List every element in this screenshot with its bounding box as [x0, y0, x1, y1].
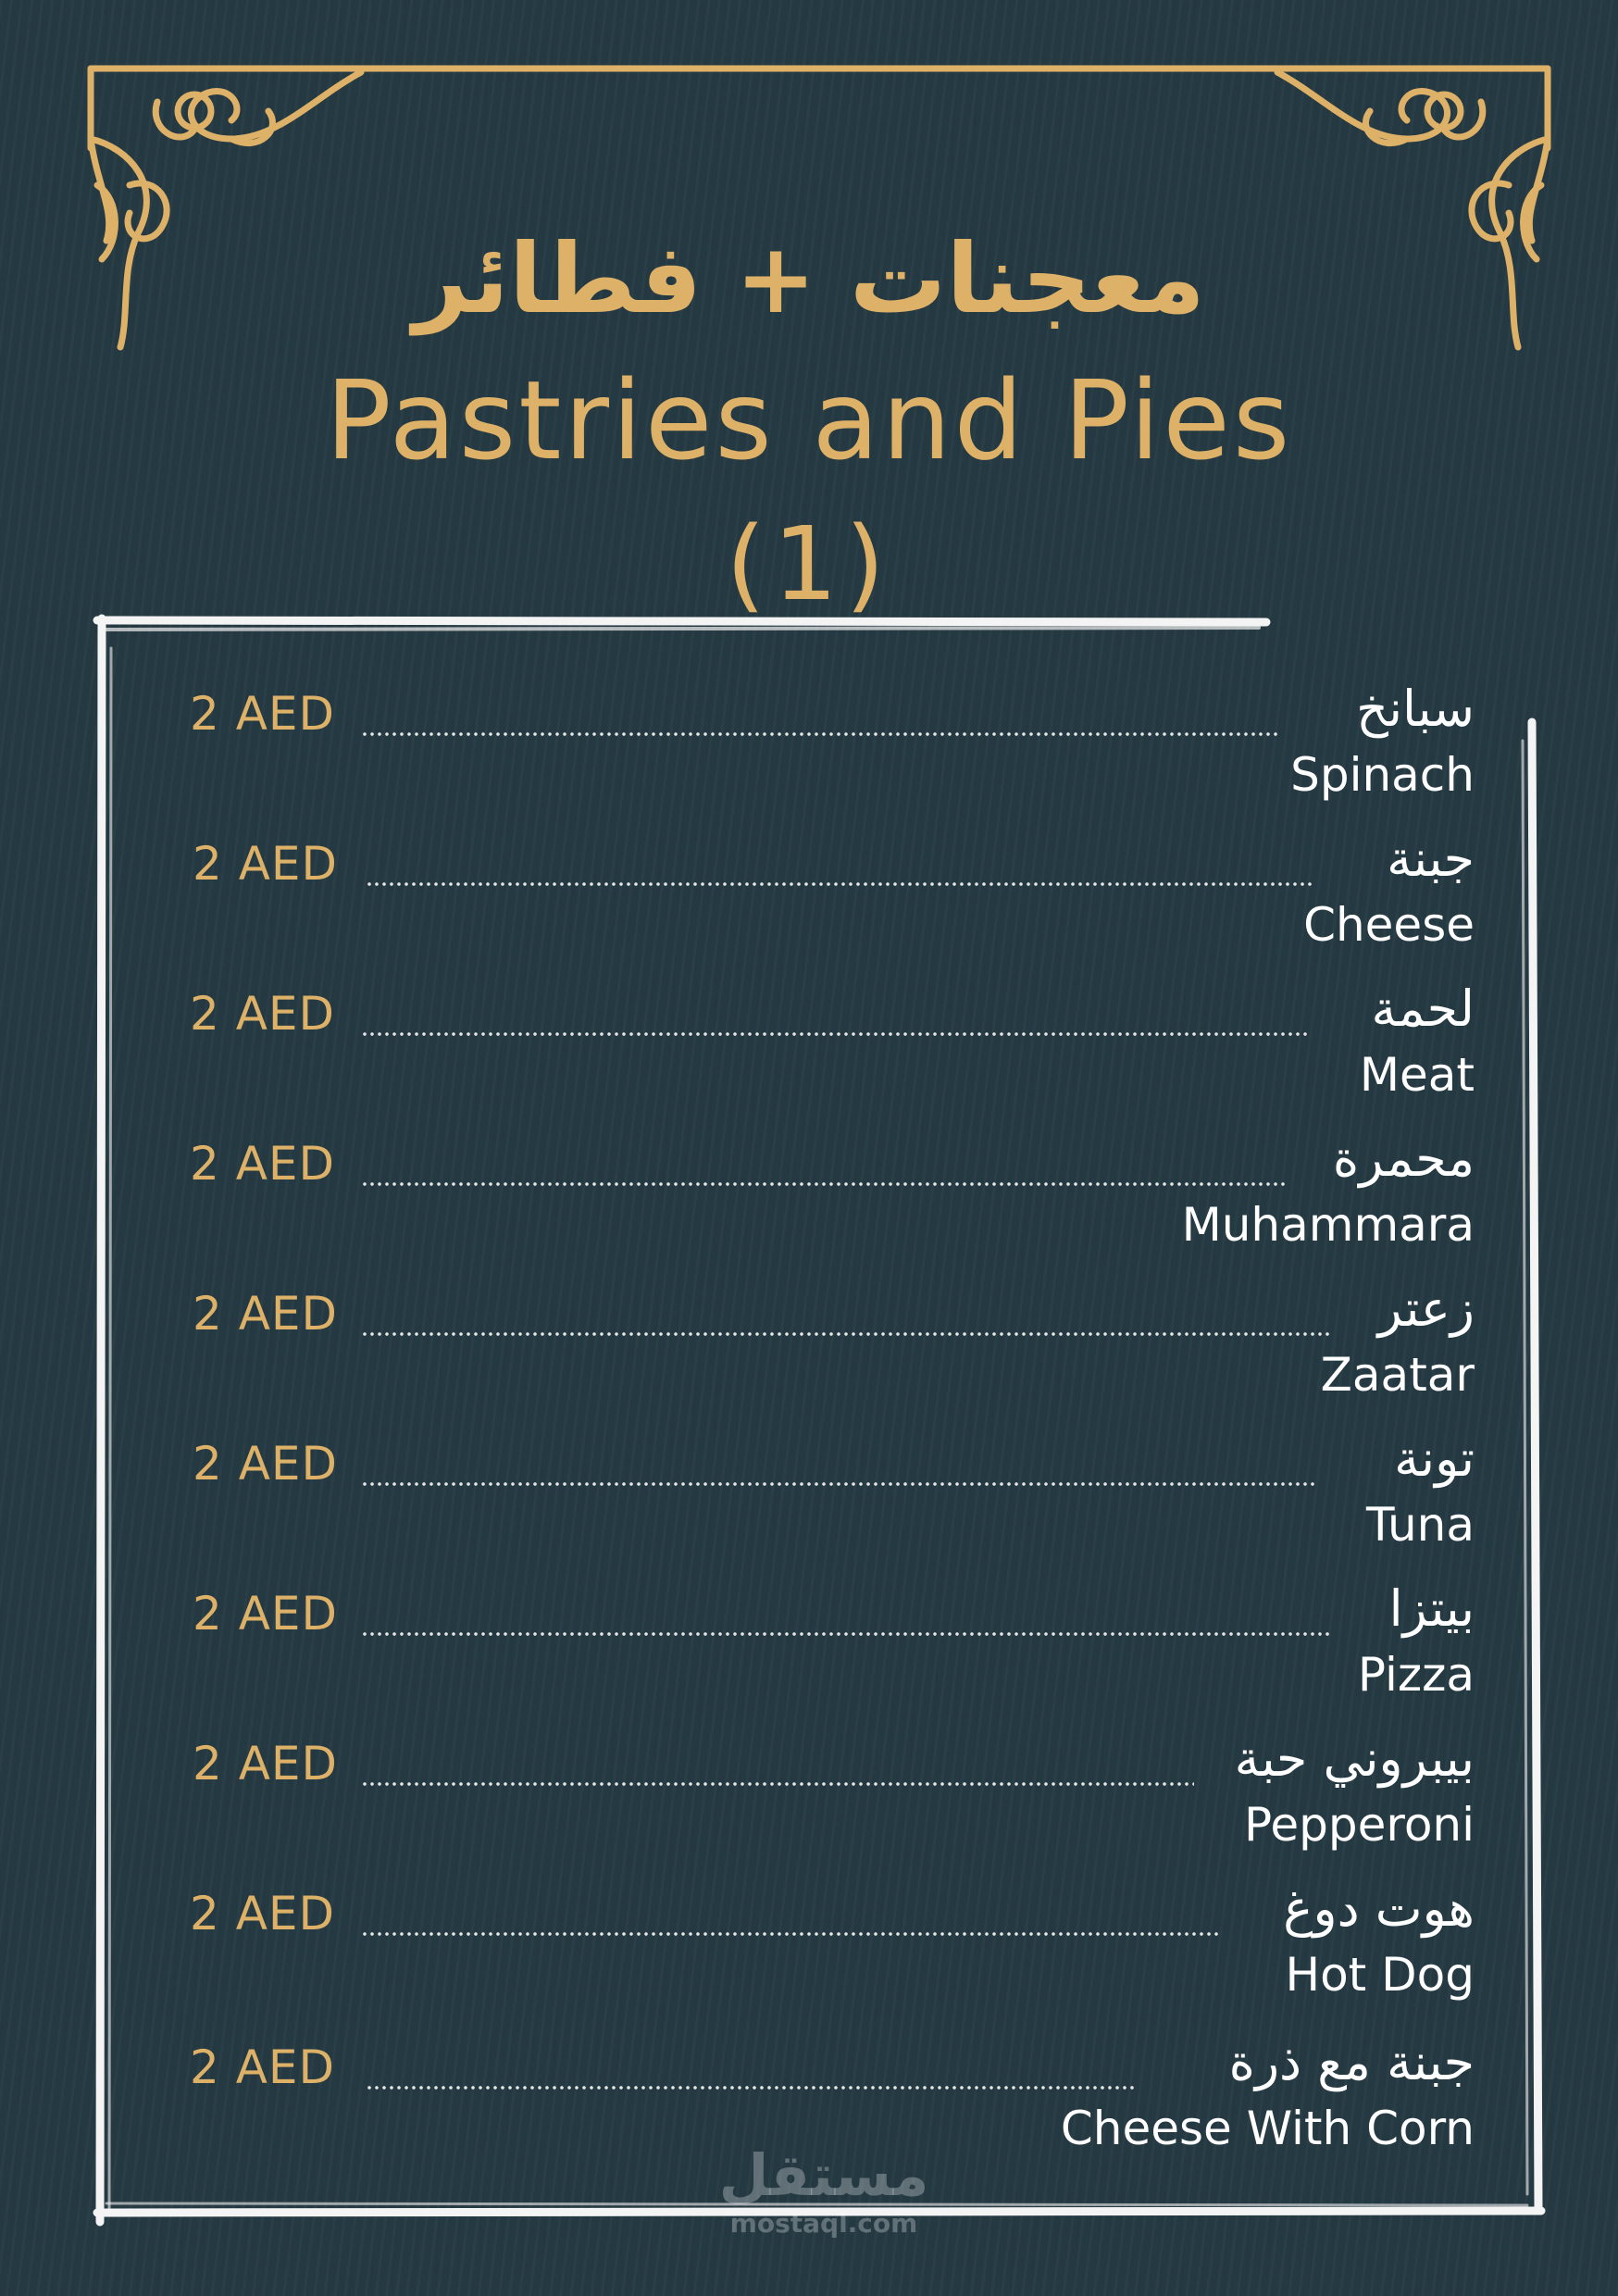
- watermark: [685, 2143, 963, 2240]
- dot-leader: [361, 1181, 1287, 1187]
- item-name-english: Zaatar: [1320, 1348, 1475, 1402]
- item-price: 2 AED: [190, 687, 336, 741]
- title-english: Pastries and Pies: [325, 356, 1293, 484]
- dot-leader: [361, 1331, 1333, 1337]
- item-name-english: Tuna: [1366, 1498, 1475, 1552]
- item-name-english: Hot Dog: [1285, 1948, 1475, 2002]
- item-price: 2 AED: [190, 2040, 336, 2094]
- item-name-arabic: جبنة مع ذرة: [1228, 2033, 1475, 2091]
- item-name-english: Cheese: [1303, 898, 1475, 952]
- menu-item: [0, 1729, 1618, 1885]
- watermark-url: mostaql.com: [729, 2208, 918, 2239]
- item-price: 2 AED: [193, 837, 339, 891]
- item-name-english: Spinach: [1290, 748, 1475, 802]
- item-name-english: Muhammara: [1181, 1198, 1475, 1252]
- menu-item: [0, 680, 1618, 835]
- dot-leader: [361, 1631, 1333, 1637]
- dot-leader: [366, 881, 1314, 887]
- dot-leader: [361, 1931, 1222, 1937]
- dot-leader: [361, 1481, 1314, 1487]
- item-name-english: Pizza: [1357, 1648, 1475, 1702]
- dot-leader: [361, 1031, 1310, 1037]
- menu-item: [0, 1579, 1618, 1735]
- menu-item: [0, 980, 1618, 1135]
- menu-item: [0, 1879, 1618, 2035]
- item-name-arabic: سبانخ: [1356, 680, 1475, 738]
- item-name-arabic: زعتر: [1377, 1279, 1475, 1338]
- title-arabic: معجنات + فطائر: [413, 222, 1205, 335]
- menu-item: [0, 1129, 1618, 1285]
- item-name-english: Meat: [1359, 1048, 1475, 1102]
- item-price: 2 AED: [193, 1587, 339, 1641]
- item-price: 2 AED: [190, 1887, 336, 1940]
- item-price: 2 AED: [193, 1437, 339, 1491]
- watermark-logo: مستقل: [718, 2141, 929, 2209]
- item-name-arabic: هوت دوغ: [1283, 1879, 1475, 1938]
- item-name-arabic: جبنة: [1387, 830, 1475, 888]
- item-price: 2 AED: [190, 1137, 336, 1191]
- dot-leader: [361, 1781, 1194, 1787]
- item-price: 2 AED: [193, 1287, 339, 1341]
- page-number: (1): [726, 505, 892, 623]
- item-price: 2 AED: [193, 1737, 339, 1791]
- item-name-arabic: محمرة: [1332, 1129, 1475, 1188]
- item-name-english: Pepperoni: [1244, 1798, 1475, 1852]
- item-name-arabic: لحمة: [1371, 980, 1475, 1038]
- dot-leader: [366, 2085, 1134, 2090]
- item-name-english: Cheese With Corn: [1060, 2102, 1475, 2155]
- dot-leader: [361, 731, 1277, 737]
- item-name-arabic: تونة: [1394, 1429, 1475, 1488]
- item-name-arabic: بيتزا: [1388, 1579, 1475, 1638]
- menu-item: [0, 1279, 1618, 1435]
- item-price: 2 AED: [190, 987, 336, 1041]
- menu-item: [0, 830, 1618, 985]
- menu-item: [0, 1429, 1618, 1585]
- item-name-arabic: بيبروني حبة: [1234, 1729, 1475, 1788]
